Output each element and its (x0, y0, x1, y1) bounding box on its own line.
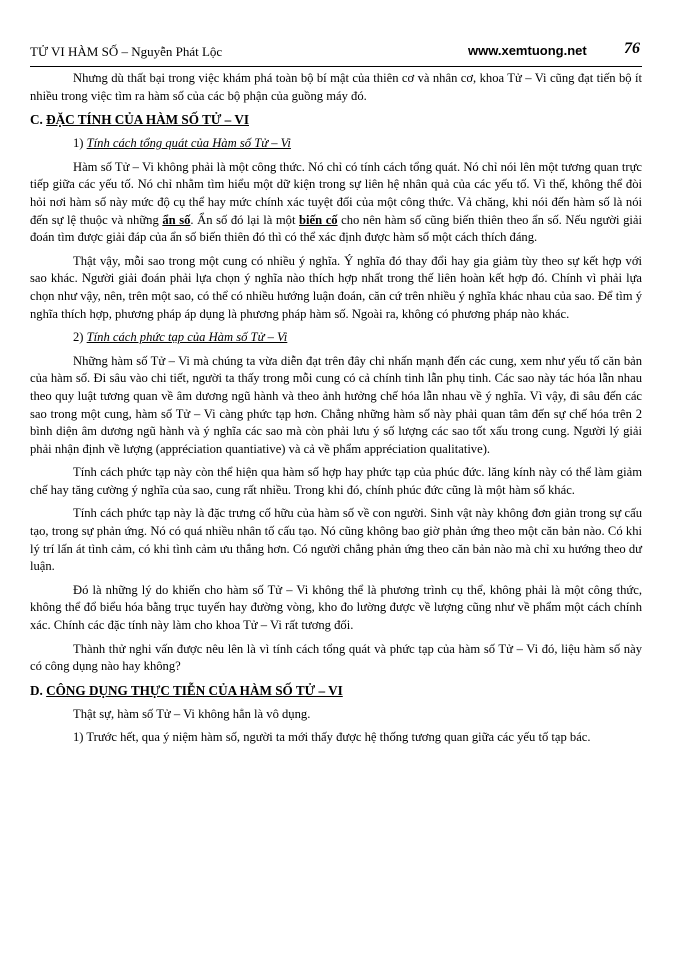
paragraph-2c: Tính cách phức tạp này là đặc trưng cố hữu của hàm số về con người. Sinh vật này không đơn giản trong sự cấu tạo, trong sự phản ứng. Nó có quá nhiều nhân tố cấu tạo. Nó cũng không bao giờ phản ứng theo một căn bản nào. Có khi lý trí lấn át tình cảm, có khi tình cảm ưu thắng hơn. Có người chẳng phản ứng theo căn bản nào mà chỉ xu hướng theo dư luận. (30, 506, 642, 574)
term-an-so: ẩn số (162, 212, 191, 227)
term-bien-co: biến cố (299, 212, 338, 227)
subsection-1-number: 1) (73, 136, 87, 151)
paragraph-1b: Thật vậy, mỗi sao trong một cung có nhiều ý nghĩa. Ý nghĩa đó thay đổi hay gia giảm tùy theo sự kết hợp với sao khác. Người giải đoán phải lựa chọn ý nghĩa nào thích hợp nhất trong thế liên hoàn kết hợp đó. Chính vì phải lựa chọn như vậy, nên, trên một sao, có thể có nhiều hướng luận đoán, căn cứ trên nhiều ý nghĩa khác nhau của sao. Để tìm ý nghĩa thích hợp, phương pháp áp dụng là phương pháp hàm số. Ngoài ra, không có phương pháp nào khác. (30, 253, 642, 321)
section-c-prefix: C. (30, 112, 47, 128)
paragraph-1a-text-2: . Ẩn số đó lại là một (190, 212, 300, 227)
section-c-heading (30, 111, 642, 129)
subsection-1-heading (30, 135, 642, 153)
paragraph-2e: Thành thử nghi vấn được nêu lên là vì tính cách tổng quát và phức tạp của hàm số Tử – Vi đó, liệu hàm số này có công dụng nào hay không? (30, 641, 642, 674)
subsection-2-heading (30, 329, 642, 347)
section-d-title: CÔNG DỤNG THỰC TIỄN CỦA HÀM SỐ TỬ – VI (46, 682, 343, 698)
paragraph-3b: 1) Trước hết, qua ý niệm hàm số, người ta mới thấy được hệ thống tương quan giữa các yếu tố tạp bác. (73, 730, 591, 745)
website-link[interactable]: www.xemtuong.net (468, 43, 587, 58)
section-c-title: ĐẶC TÍNH CỦA HÀM SỐ TỬ – VI (46, 112, 249, 128)
subsection-1-title: Tính cách tổng quát của Hàm số Tử – Vi (86, 136, 291, 151)
running-title: TỬ VI HÀM SỐ – Nguyễn Phát Lộc (30, 44, 223, 59)
section-d-heading (30, 682, 642, 700)
paragraph-1a (30, 159, 642, 247)
section-d-prefix: D. (30, 682, 47, 698)
paragraph-3a: Thật sự, hàm số Tử – Vi không hẳn là vô dụng. (73, 706, 311, 721)
paragraph-2a: Những hàm số Tử – Vi mà chúng ta vừa diễn đạt trên đây chỉ nhấn mạnh đến các cung, xem như yếu tố căn bản của hàm số. Đi sâu vào chi tiết, người ta thấy trong mỗi cung có cả chính tinh lẫn phụ tinh. Các sao này tác hóa lẫn nhau theo quy luật tương quan về âm dương ngũ hành và theo ảnh hưởng chế hóa lẫn nhau về ý nghĩa. Vì vậy, đi sâu đến các sao trong một cung, hàm số Tử – Vi càng phức tạp hơn. Chẳng những hàm số này phải quan tâm đến sự chế hóa trên 2 bình diện âm dương ngũ hành và ý nghĩa các sao mà còn phải lưu ý số lượng các sao tốt xấu trong cung. Người lý giải phải nhận định về lượng (appréciation quantiative) và cả về phẩm appréciation qualitative). (30, 353, 642, 456)
paragraph-2b: Tính cách phức tạp này còn thể hiện qua hàm số hợp hay phức tạp của phúc đức. lăng kính này có thể làm giảm chế hay tăng cường ý nghĩa của sao, cung rất nhiều. Trong khi đó, chính phúc đức cũng là một hàm số khác. (30, 465, 642, 497)
subsection-2-title: Tính cách phức tạp của Hàm số Tử – Vi (86, 330, 288, 345)
page-number: 76 (624, 40, 640, 57)
page-header (30, 40, 642, 67)
intro-paragraph: Nhưng dù thất bại trong việc khám phá toàn bộ bí mật của thiên cơ và nhân cơ, khoa Tử – Vi cũng đạt tiến bộ ít nhiều trong việc tìm ra hàm số của các bộ phận của guồng máy đó. (30, 71, 642, 103)
paragraph-1a-text-1: Hàm số Tử – Vi không phải là một công thức. Nó chỉ có tính cách tổng quát. Nó chỉ nói lên một tương quan trực tiếp giữa các yếu tố. Nó chỉ nhằm tìm hiểu một dữ kiện trong sự liên hệ nhân quả của các yếu tố. Vì thế, không thể đòi hỏi nơi hàm số này mức độ cụ thể hay mức chính xác tuyệt đối của một công thức. Vả chăng, khi nói đến hàm số là nói đến sự lệ thuộc và những (30, 159, 642, 227)
paragraph-1a-text-3: cho nên hàm số cũng biến thiên theo ẩn số. Nếu người giải đoán tìm được giải đáp của ẩn số biến thiên đó thì có thể xác định được hàm số một cách thích đáng. (30, 212, 642, 245)
paragraph-2d: Đó là những lý do khiến cho hàm số Tử – Vi không thể là phương trình cụ thể, không phải là một công thức, không thể đổ biểu hóa bằng trục tuyến hay đường vòng, kho đo lường được về lượng cũng như về phẩm một cách chính xác. Chính các đặc tính này làm cho khoa Tử – Vi rất tương đối. (30, 582, 642, 633)
page-body (30, 70, 642, 753)
subsection-2-number: 2) (73, 330, 87, 345)
